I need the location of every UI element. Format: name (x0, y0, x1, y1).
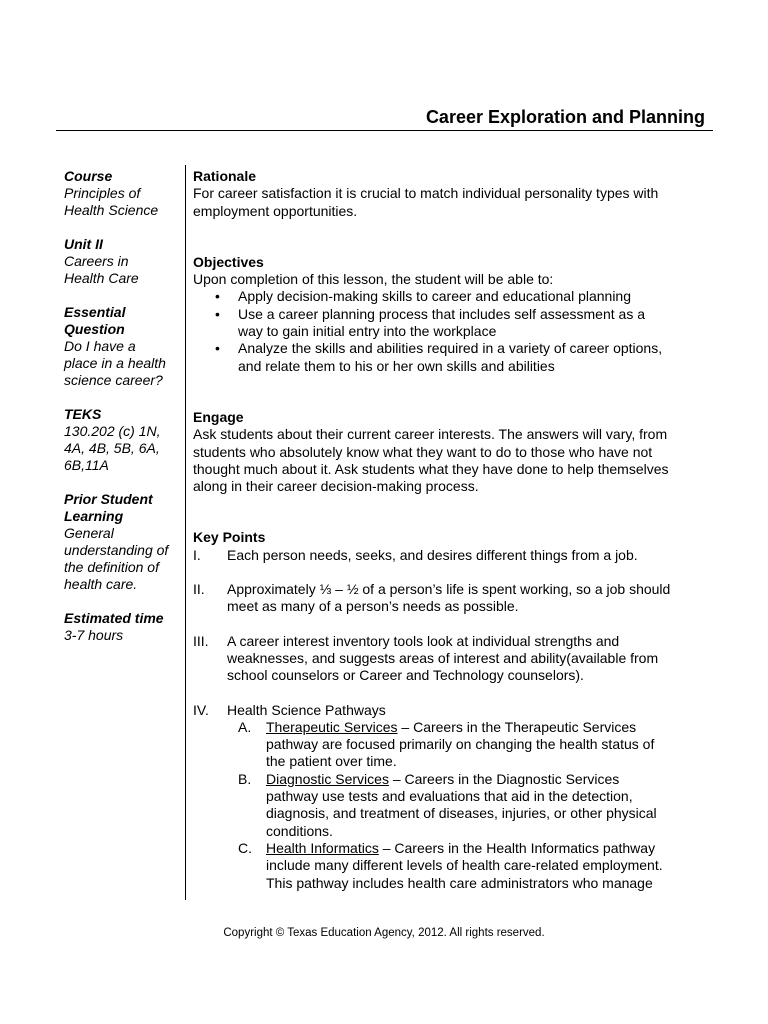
item-line (266, 771, 718, 788)
pathway-term: Therapeutic Services (266, 718, 398, 735)
bullet-line: • Analyze the skills and abilities required in a variety of career options, (238, 340, 663, 357)
item-line: Approximately ⅓ – ½ of a person’s life is spent working, so a job should (227, 581, 671, 598)
main-content (193, 168, 718, 909)
body-line: along in their career decision-making process. (193, 478, 479, 495)
list-number: IV. (193, 701, 209, 718)
item-line: the patient over time. (266, 753, 397, 770)
sidebar-line: Health Care (64, 270, 139, 286)
list-letter: B. (238, 770, 252, 787)
list-number: I. (193, 546, 201, 563)
item-line: pathway use tests and evaluations that aid in the detection, (266, 788, 633, 805)
list-item (227, 840, 718, 892)
bullet-line: way to gain initial entry into the workplace (238, 323, 497, 340)
sidebar-heading: Question (64, 321, 125, 337)
list-item (193, 702, 718, 892)
list-number: II. (193, 581, 205, 598)
sidebar-line: 6B,11A (64, 457, 109, 473)
section-heading: Engage (193, 408, 244, 425)
item-line (266, 719, 718, 736)
body-line: employment opportunities. (193, 202, 358, 219)
sidebar-line: the definition of (64, 559, 159, 575)
list-letter: C. (238, 839, 252, 856)
body-line: For career satisfaction it is crucial to match individual personality types with (193, 185, 659, 202)
sidebar-essential-question (64, 304, 182, 389)
sidebar (64, 168, 182, 661)
key-points-section (193, 529, 718, 891)
sidebar-line: General (64, 525, 114, 541)
sidebar-line: place in a health (64, 355, 166, 371)
objectives-list (193, 288, 718, 374)
sidebar-line: health care. (64, 576, 138, 592)
sidebar-estimated-time (64, 610, 182, 644)
objectives-section (193, 254, 718, 375)
bullet-line: and relate them to his or her own skills and abilities (238, 357, 555, 374)
list-item (193, 633, 718, 685)
sidebar-line: Health Science (64, 202, 159, 218)
section-heading: Key Points (193, 529, 266, 546)
list-item (215, 306, 718, 341)
column-divider (185, 165, 186, 900)
item-line: diagnosis, and treatment of diseases, injuries, or other physical (266, 805, 657, 822)
section-heading: Rationale (193, 168, 257, 184)
section-heading: Objectives (193, 253, 264, 270)
sidebar-line: 4A, 4B, 5B, 6A, (64, 440, 160, 456)
pathway-term: Diagnostic Services (266, 770, 389, 787)
list-letter: A. (238, 718, 252, 735)
title-rule (56, 130, 713, 131)
item-line: This pathway includes health care administrators who manage (266, 874, 653, 891)
body-line: thought much about it. Ask students what they have done to help themselves (193, 460, 669, 477)
list-item (215, 288, 718, 305)
bullet-line: • Apply decision-making skills to career and educational planning (238, 288, 632, 305)
sidebar-heading: Unit II (64, 236, 103, 252)
list-item (227, 771, 718, 840)
sidebar-line: Careers in (64, 253, 129, 269)
list-number: III. (193, 632, 209, 649)
item-line: pathway are focused primarily on changing the health status of (266, 736, 655, 753)
item-line (266, 840, 718, 857)
sidebar-heading: Prior Student (64, 491, 153, 507)
sidebar-heading: Course (64, 168, 113, 184)
list-item (227, 719, 718, 771)
pathway-desc: – Careers in the Diagnostic Services (388, 770, 620, 787)
sidebar-teks (64, 406, 182, 474)
list-item (215, 340, 718, 375)
sidebar-course (64, 168, 182, 219)
pathway-term: Health Informatics (266, 839, 379, 856)
sidebar-heading: Learning (64, 508, 124, 524)
body-line: students who absolutely know what they want to do to those who have not (193, 443, 653, 460)
sidebar-heading: Estimated time (64, 610, 164, 626)
item-line: Each person needs, seeks, and desires different things from a job. (227, 546, 638, 563)
item-line: school counselors or Career and Technology counselors). (227, 667, 584, 684)
item-line: meet as many of a person’s needs as possible. (227, 598, 519, 615)
pathway-desc: – Careers in the Health Informatics pathway (378, 839, 656, 856)
item-line: conditions. (266, 822, 333, 839)
engage-section (193, 409, 718, 495)
key-points-list (193, 547, 718, 892)
sidebar-heading: TEKS (64, 406, 102, 422)
sidebar-line: understanding of (64, 542, 169, 558)
copyright-footer: Copyright © Texas Education Agency, 2012. All rights reserved. (223, 927, 545, 939)
sidebar-line: 130.202 (c) 1N, (64, 423, 161, 439)
item-line: include many different levels of health care-related employment. (266, 857, 663, 874)
list-item (193, 547, 718, 564)
sidebar-line: 3-7 hours (64, 627, 124, 643)
body-line: Ask students about their current career interests. The answers will vary, from (193, 426, 668, 443)
sidebar-unit (64, 236, 182, 287)
objectives-intro: Upon completion of this lesson, the student will be able to: (193, 271, 554, 288)
sidebar-line: Do I have a (64, 338, 136, 354)
item-line: A career interest inventory tools look at individual strengths and (227, 632, 620, 649)
pathways-list (227, 719, 718, 892)
rationale-section (193, 168, 718, 220)
page-title: Career Exploration and Planning (425, 107, 705, 127)
bullet-line: • Use a career planning process that includes self assessment as a (238, 305, 645, 322)
sidebar-prior-learning (64, 491, 182, 593)
sidebar-line: Principles of (64, 185, 141, 201)
sidebar-line: science career? (64, 372, 163, 388)
item-line: weaknesses, and suggests areas of interest and ability(available from (227, 649, 659, 666)
pathway-desc: – Careers in the Therapeutic Services (397, 718, 637, 735)
sidebar-heading: Essential (64, 304, 126, 320)
list-item (193, 581, 718, 616)
item-line: Health Science Pathways (227, 701, 386, 718)
